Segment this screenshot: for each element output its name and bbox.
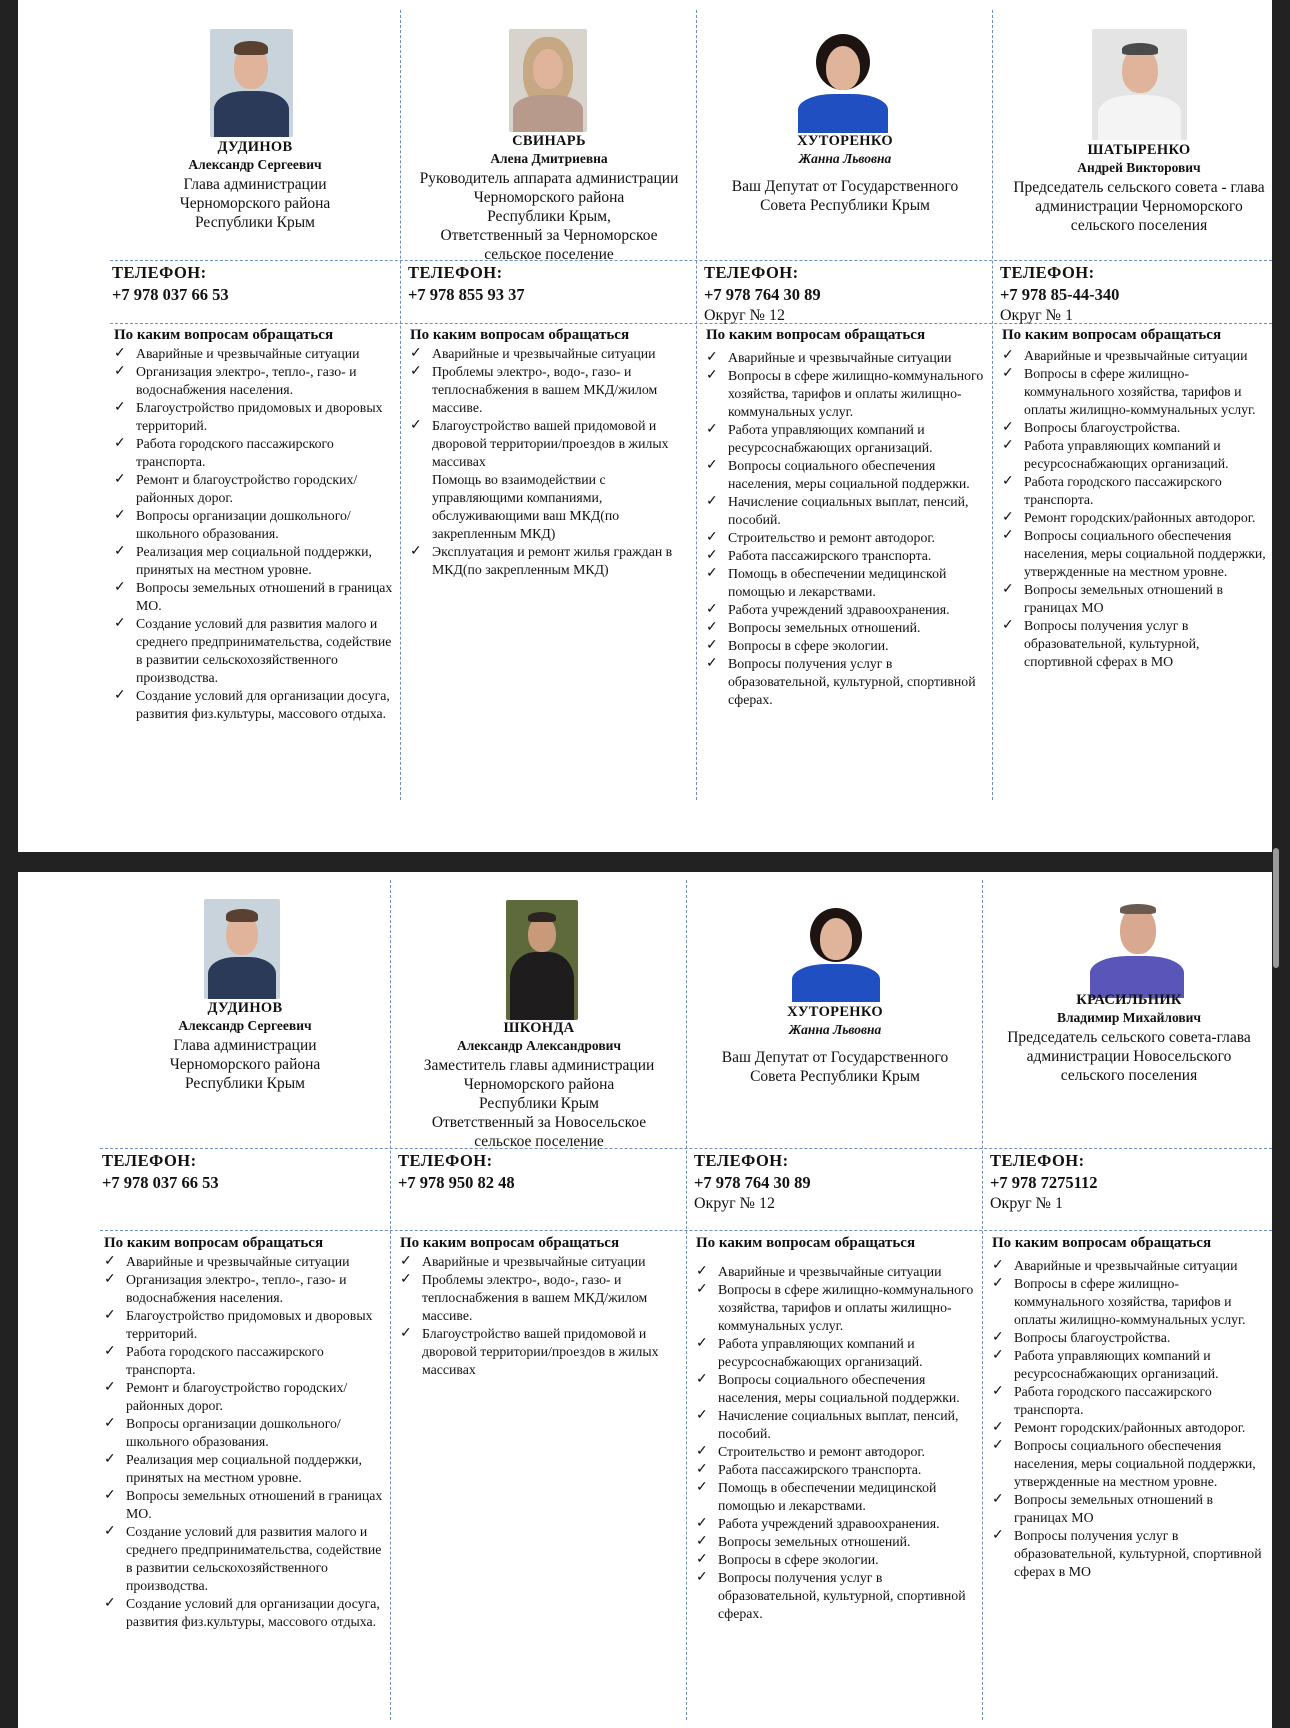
list-item: ✓ Благоустройство придомовых и дворовых территорий. bbox=[104, 1308, 373, 1341]
portrait-photo bbox=[204, 899, 280, 999]
person-role: Заместитель главы администрации Черноморского района Республики Крым Ответственный за Новосельское сельское поселение bbox=[423, 1057, 655, 1150]
check-icon: ✓ bbox=[1002, 366, 1014, 381]
phone-number[interactable]: +7 978 7275112 bbox=[990, 1173, 1098, 1192]
phone-label: ТЕЛЕФОН: bbox=[1000, 263, 1095, 282]
questions-block bbox=[114, 326, 398, 723]
questions-title: По каким вопросам обращаться bbox=[706, 327, 926, 343]
person-given-name: Владимир Михайлович bbox=[1056, 1010, 1202, 1025]
check-icon: ✓ bbox=[992, 1384, 1004, 1399]
check-icon: ✓ bbox=[706, 656, 718, 671]
check-icon: ✓ bbox=[104, 1254, 116, 1269]
person-surname: ХУТОРЕНКО bbox=[797, 133, 893, 149]
check-icon: ✓ bbox=[114, 688, 126, 703]
list-item: ✓ Работа управляющих компаний и ресурсоснабжающих организаций. bbox=[992, 1348, 1219, 1381]
questions-list bbox=[400, 1253, 682, 1379]
list-item: ✓ Начисление социальных выплат, пенсий, пособий. bbox=[706, 494, 969, 527]
questions-block bbox=[400, 1234, 682, 1379]
document-page-1 bbox=[18, 0, 1272, 852]
check-icon: ✓ bbox=[114, 616, 126, 631]
questions-list bbox=[104, 1253, 388, 1631]
list-item: ✓ Вопросы благоустройства. bbox=[992, 1330, 1171, 1345]
questions-list bbox=[1002, 347, 1268, 671]
list-item: ✓ Проблемы электро-, водо-, газо- и теплоснабжения в вашем МКД/жилом массиве. bbox=[410, 364, 658, 415]
list-item: ✓ Строительство и ремонт автодорог. bbox=[696, 1444, 925, 1459]
questions-title: По каким вопросам обращаться bbox=[114, 327, 334, 343]
questions-list bbox=[410, 543, 692, 579]
check-icon: ✓ bbox=[1002, 348, 1014, 363]
list-item: ✓ Вопросы благоустройства. bbox=[1002, 420, 1181, 435]
check-icon: ✓ bbox=[992, 1258, 1004, 1273]
person-role: Председатель сельского совета-глава администрации Новосельского сельского поселения bbox=[1007, 1029, 1251, 1084]
check-icon: ✓ bbox=[104, 1416, 116, 1431]
check-icon: ✓ bbox=[114, 400, 126, 415]
check-icon: ✓ bbox=[696, 1480, 708, 1495]
check-icon: ✓ bbox=[1002, 420, 1014, 435]
person-info bbox=[100, 1000, 390, 1093]
questions-block bbox=[104, 1234, 388, 1631]
list-item: ✓ Вопросы в сфере экологии. bbox=[706, 638, 889, 653]
check-icon: ✓ bbox=[114, 508, 126, 523]
check-icon: ✓ bbox=[992, 1438, 1004, 1453]
check-icon: ✓ bbox=[104, 1488, 116, 1503]
district-label: Округ № 12 bbox=[704, 307, 785, 324]
person-given-name: Жанна Львовна bbox=[798, 151, 892, 166]
check-icon: ✓ bbox=[400, 1254, 412, 1269]
list-item: ✓ Аварийные и чрезвычайные ситуации bbox=[114, 346, 360, 361]
list-item: ✓ Аварийные и чрезвычайные ситуации bbox=[696, 1264, 942, 1279]
list-item: ✓ Работа городского пассажирского транспорта. bbox=[992, 1384, 1212, 1417]
portrait-photo bbox=[794, 30, 892, 133]
phone-label: ТЕЛЕФОН: bbox=[112, 263, 207, 282]
list-item: ✓ Работа учреждений здравоохранения. bbox=[706, 602, 950, 617]
list-item: ✓ Вопросы в сфере экологии. bbox=[696, 1552, 879, 1567]
check-icon: ✓ bbox=[400, 1272, 412, 1287]
questions-list bbox=[696, 1263, 980, 1623]
check-icon: ✓ bbox=[104, 1272, 116, 1287]
check-icon: ✓ bbox=[992, 1276, 1004, 1291]
list-item: ✓ Строительство и ремонт автодорог. bbox=[706, 530, 935, 545]
check-icon: ✓ bbox=[696, 1336, 708, 1351]
phone-block bbox=[408, 262, 693, 306]
person-info bbox=[698, 133, 992, 215]
list-item: ✓ Аварийные и чрезвычайные ситуации bbox=[104, 1254, 350, 1269]
check-icon: ✓ bbox=[104, 1308, 116, 1323]
person-given-name: Александр Сергеевич bbox=[188, 157, 322, 172]
list-item: ✓ Вопросы получения услуг в образовательной, культурной, спортивной сферах в МО bbox=[992, 1528, 1262, 1579]
list-item: ✓ Вопросы в сфере жилищно-коммунального хозяйства, тарифов и оплаты жилищно-коммунальных услуг. bbox=[706, 368, 984, 419]
portrait-photo bbox=[1086, 890, 1188, 998]
list-item: ✓ Вопросы получения услуг в образовательной, культурной, спортивной сферах. bbox=[696, 1570, 966, 1621]
check-icon: ✓ bbox=[706, 602, 718, 617]
questions-list bbox=[992, 1257, 1268, 1581]
phone-label: ТЕЛЕФОН: bbox=[704, 263, 799, 282]
phone-block bbox=[990, 1150, 1270, 1214]
person-info bbox=[110, 139, 400, 232]
questions-list bbox=[706, 349, 990, 709]
person-info bbox=[392, 1020, 686, 1151]
list-item: ✓ Работа пассажирского транспорта. bbox=[696, 1462, 922, 1477]
list-item: ✓ Создание условий для организации досуга, развития физ.культуры, массового отдыха. bbox=[114, 688, 390, 721]
list-item: ✓ Помощь в обеспечении медицинской помощью и лекарствами. bbox=[696, 1480, 937, 1513]
list-item: ✓ Вопросы социального обеспечения населения, меры социальной поддержки. bbox=[706, 458, 970, 491]
phone-block bbox=[704, 262, 989, 326]
check-icon: ✓ bbox=[1002, 618, 1014, 633]
check-icon: ✓ bbox=[696, 1282, 708, 1297]
check-icon: ✓ bbox=[114, 364, 126, 379]
list-item: ✓ Проблемы электро-, водо-, газо- и теплоснабжения в вашем МКД/жилом массиве. bbox=[400, 1272, 648, 1323]
list-item: ✓ Аварийные и чрезвычайные ситуации bbox=[1002, 348, 1248, 363]
check-icon: ✓ bbox=[696, 1264, 708, 1279]
portrait-photo bbox=[1092, 29, 1187, 140]
portrait-photo bbox=[506, 900, 578, 1020]
check-icon: ✓ bbox=[706, 620, 718, 635]
check-icon: ✓ bbox=[706, 368, 718, 383]
person-surname: ХУТОРЕНКО bbox=[787, 1004, 883, 1020]
phone-label: ТЕЛЕФОН: bbox=[694, 1151, 789, 1170]
list-item: ✓ Эксплуатация и ремонт жилья граждан в МКД(по закрепленным МКД) bbox=[410, 544, 673, 577]
check-icon: ✓ bbox=[706, 566, 718, 581]
list-item: ✓ Работа пассажирского транспорта. bbox=[706, 548, 932, 563]
person-role: Ваш Депутат от Государственного Совета Республики Крым bbox=[721, 1049, 949, 1085]
person-info bbox=[688, 1004, 982, 1086]
list-item: ✓ Создание условий для организации досуга, развития физ.культуры, массового отдыха. bbox=[104, 1596, 380, 1629]
check-icon: ✓ bbox=[696, 1534, 708, 1549]
check-icon: ✓ bbox=[410, 544, 422, 559]
check-icon: ✓ bbox=[992, 1420, 1004, 1435]
check-icon: ✓ bbox=[400, 1326, 412, 1341]
person-surname: ДУДИНОВ bbox=[207, 1000, 283, 1016]
row-divider bbox=[100, 1148, 1272, 1149]
district-label: Округ № 12 bbox=[694, 1195, 775, 1212]
list-item: ✓ Аварийные и чрезвычайные ситуации bbox=[400, 1254, 646, 1269]
check-icon: ✓ bbox=[992, 1348, 1004, 1363]
phone-block bbox=[102, 1150, 387, 1194]
list-item: ✓ Благоустройство придомовых и дворовых территорий. bbox=[114, 400, 383, 433]
questions-list bbox=[114, 345, 398, 723]
questions-title: По каким вопросам обращаться bbox=[1002, 327, 1222, 343]
list-item: ✓ Реализация мер социальной поддержки, принятых на местном уровне. bbox=[104, 1452, 362, 1485]
person-role: Председатель сельского совета - глава администрации Черноморского сельского поселения bbox=[1013, 179, 1265, 234]
check-icon: ✓ bbox=[104, 1452, 116, 1467]
document-page-2 bbox=[18, 872, 1272, 1728]
list-item: ✓ Работа городского пассажирского транспорта. bbox=[1002, 474, 1222, 507]
check-icon: ✓ bbox=[706, 638, 718, 653]
list-item: ✓ Работа управляющих компаний и ресурсоснабжающих организаций. bbox=[696, 1336, 923, 1369]
check-icon: ✓ bbox=[1002, 474, 1014, 489]
scrollbar[interactable] bbox=[1273, 848, 1279, 968]
check-icon: ✓ bbox=[696, 1408, 708, 1423]
list-item: ✓ Ремонт городских/районных автодорог. bbox=[992, 1420, 1246, 1435]
list-item: ✓ Аварийные и чрезвычайные ситуации bbox=[992, 1258, 1238, 1273]
check-icon: ✓ bbox=[410, 364, 422, 379]
questions-title: По каким вопросам обращаться bbox=[410, 327, 630, 343]
check-icon: ✓ bbox=[696, 1462, 708, 1477]
check-icon: ✓ bbox=[706, 422, 718, 437]
list-item: ✓ Создание условий для развития малого и среднего предпринимательства, содействие в развитии сельскохозяйственного производства. bbox=[104, 1524, 382, 1593]
list-item: ✓ Аварийные и чрезвычайные ситуации bbox=[410, 346, 656, 361]
phone-number[interactable]: +7 978 85-44-340 bbox=[1000, 285, 1120, 304]
list-item: ✓ Создание условий для развития малого и среднего предпринимательства, содействие в развитии сельскохозяйственного производства. bbox=[114, 616, 392, 685]
list-item: ✓ Вопросы организации дошкольного/школьного образования. bbox=[114, 508, 351, 541]
person-surname: ШКОНДА bbox=[503, 1020, 575, 1036]
person-info bbox=[402, 133, 696, 264]
check-icon: ✓ bbox=[1002, 438, 1014, 453]
questions-title: По каким вопросам обращаться bbox=[696, 1235, 916, 1251]
list-item: ✓ Вопросы социального обеспечения населения, меры социальной поддержки, утвержденные на местном уровне. bbox=[992, 1438, 1256, 1489]
phone-number[interactable]: +7 978 950 82 48 bbox=[398, 1173, 515, 1192]
check-icon: ✓ bbox=[114, 346, 126, 361]
list-item: ✓ Вопросы получения услуг в образовательной, культурной, спортивной сферах в МО bbox=[1002, 618, 1200, 669]
phone-number[interactable]: +7 978 037 66 53 bbox=[102, 1173, 219, 1192]
phone-label: ТЕЛЕФОН: bbox=[398, 1151, 493, 1170]
check-icon: ✓ bbox=[1002, 528, 1014, 543]
phone-number[interactable]: +7 978 037 66 53 bbox=[112, 285, 229, 304]
check-icon: ✓ bbox=[410, 418, 422, 433]
portrait-photo bbox=[210, 29, 293, 137]
check-icon: ✓ bbox=[992, 1492, 1004, 1507]
phone-number[interactable]: +7 978 855 93 37 bbox=[408, 285, 525, 304]
questions-block bbox=[410, 326, 692, 579]
check-icon: ✓ bbox=[706, 494, 718, 509]
check-icon: ✓ bbox=[706, 350, 718, 365]
phone-label: ТЕЛЕФОН: bbox=[408, 263, 503, 282]
check-icon: ✓ bbox=[696, 1516, 708, 1531]
list-item: ✓ Вопросы в сфере жилищно-коммунального хозяйства, тарифов и оплаты жилищно-коммунальных услуг. bbox=[1002, 366, 1256, 417]
check-icon: ✓ bbox=[696, 1552, 708, 1567]
phone-block bbox=[112, 262, 397, 306]
person-info bbox=[994, 142, 1272, 235]
list-item: ✓ Ремонт и благоустройство городских/районных дорог. bbox=[114, 472, 358, 505]
person-given-name: Александр Сергеевич bbox=[178, 1018, 312, 1033]
person-role: Руководитель аппарата администрации Черноморского района Республики Крым, Ответственный за Черноморское сельское поселение bbox=[419, 170, 679, 263]
row-divider bbox=[100, 1230, 1272, 1231]
portrait-photo bbox=[788, 904, 884, 1002]
list-item: ✓ Благоустройство вашей придомовой и дворовой территории/проездов в жилых массивах bbox=[400, 1326, 659, 1377]
person-surname: ШАТЫРЕНКО bbox=[1087, 142, 1191, 158]
check-icon: ✓ bbox=[104, 1380, 116, 1395]
check-icon: ✓ bbox=[114, 436, 126, 451]
list-item: ✓ Вопросы земельных отношений в границах МО. bbox=[104, 1488, 383, 1521]
list-item: ✓ Вопросы земельных отношений. bbox=[706, 620, 921, 635]
questions-title: По каким вопросам обращаться bbox=[104, 1235, 324, 1251]
check-icon: ✓ bbox=[114, 544, 126, 559]
check-icon: ✓ bbox=[104, 1524, 116, 1539]
phone-label: ТЕЛЕФОН: bbox=[102, 1151, 197, 1170]
phone-number[interactable]: +7 978 764 30 89 bbox=[694, 1173, 811, 1192]
list-item: ✓ Вопросы земельных отношений. bbox=[696, 1534, 911, 1549]
list-item: ✓ Реализация мер социальной поддержки, принятых на местном уровне. bbox=[114, 544, 372, 577]
questions-block bbox=[706, 326, 990, 709]
questions-block bbox=[1002, 326, 1268, 671]
check-icon: ✓ bbox=[104, 1344, 116, 1359]
check-icon: ✓ bbox=[1002, 582, 1014, 597]
check-icon: ✓ bbox=[1002, 510, 1014, 525]
column-divider bbox=[400, 10, 401, 800]
person-given-name: Жанна Львовна bbox=[788, 1022, 882, 1037]
district-label: Округ № 1 bbox=[1000, 307, 1073, 324]
questions-block bbox=[992, 1234, 1268, 1581]
check-icon: ✓ bbox=[696, 1570, 708, 1585]
person-surname: КРАСИЛЬНИК bbox=[1076, 992, 1182, 1008]
list-item: ✓ Благоустройство вашей придомовой и дворовой территории/проездов в жилых массивах bbox=[410, 418, 669, 469]
list-item: ✓ Начисление социальных выплат, пенсий, пособий. bbox=[696, 1408, 959, 1441]
questions-note: Помощь во взаимодействии с управляющими компаниями, обслуживающими ваш МКД(по закрепленным МКД) bbox=[432, 472, 620, 541]
list-item: ✓ Организация электро-, тепло-, газо- и водоснабжения населения. bbox=[114, 364, 357, 397]
list-item: ✓ Вопросы организации дошкольного/школьного образования. bbox=[104, 1416, 341, 1449]
questions-title: По каким вопросам обращаться bbox=[400, 1235, 620, 1251]
district-label: Округ № 1 bbox=[990, 1195, 1063, 1212]
list-item: ✓ Работа городского пассажирского транспорта. bbox=[104, 1344, 324, 1377]
column-divider bbox=[390, 880, 391, 1720]
person-given-name: Алена Дмитриевна bbox=[490, 151, 608, 166]
phone-block bbox=[398, 1150, 683, 1194]
column-divider bbox=[992, 10, 993, 800]
portrait-photo bbox=[509, 29, 587, 132]
check-icon: ✓ bbox=[706, 530, 718, 545]
check-icon: ✓ bbox=[696, 1372, 708, 1387]
questions-title: По каким вопросам обращаться bbox=[992, 1235, 1212, 1251]
list-item: ✓ Работа управляющих компаний и ресурсоснабжающих организаций. bbox=[1002, 438, 1229, 471]
check-icon: ✓ bbox=[114, 472, 126, 487]
phone-label: ТЕЛЕФОН: bbox=[990, 1151, 1085, 1170]
list-item: ✓ Помощь в обеспечении медицинской помощью и лекарствами. bbox=[706, 566, 947, 599]
check-icon: ✓ bbox=[104, 1596, 116, 1611]
check-icon: ✓ bbox=[410, 346, 422, 361]
phone-block bbox=[1000, 262, 1270, 326]
list-item: ✓ Вопросы земельных отношений в границах МО bbox=[1002, 582, 1223, 615]
check-icon: ✓ bbox=[992, 1330, 1004, 1345]
column-divider bbox=[982, 880, 983, 1720]
column-divider bbox=[696, 10, 697, 800]
list-item: ✓ Ремонт городских/районных автодорог. bbox=[1002, 510, 1256, 525]
check-icon: ✓ bbox=[696, 1444, 708, 1459]
person-role: Ваш Депутат от Государственного Совета Республики Крым bbox=[731, 178, 959, 214]
person-surname: СВИНАРЬ bbox=[512, 133, 586, 149]
person-surname: ДУДИНОВ bbox=[217, 139, 293, 155]
column-divider bbox=[686, 880, 687, 1720]
check-icon: ✓ bbox=[114, 580, 126, 595]
check-icon: ✓ bbox=[992, 1528, 1004, 1543]
list-item: ✓ Вопросы земельных отношений в границах МО. bbox=[114, 580, 393, 613]
list-item: ✓ Вопросы в сфере жилищно-коммунального хозяйства, тарифов и оплаты жилищно-коммунальных услуг. bbox=[992, 1276, 1246, 1327]
list-item: ✓ Работа городского пассажирского транспорта. bbox=[114, 436, 334, 469]
person-given-name: Александр Александрович bbox=[456, 1038, 622, 1053]
list-item: ✓ Вопросы социального обеспечения населения, меры социальной поддержки, утвержденные на местном уровне. bbox=[1002, 528, 1266, 579]
phone-block bbox=[694, 1150, 979, 1214]
list-item: ✓ Аварийные и чрезвычайные ситуации bbox=[706, 350, 952, 365]
person-given-name: Андрей Викторович bbox=[1077, 160, 1201, 175]
questions-list bbox=[410, 345, 692, 471]
person-info bbox=[984, 992, 1272, 1085]
list-item: ✓ Организация электро-, тепло-, газо- и водоснабжения населения. bbox=[104, 1272, 347, 1305]
list-item: ✓ Вопросы социального обеспечения населения, меры социальной поддержки. bbox=[696, 1372, 960, 1405]
list-item: ✓ Вопросы получения услуг в образовательной, культурной, спортивной сферах. bbox=[706, 656, 976, 707]
list-item: ✓ Вопросы земельных отношений в границах МО bbox=[992, 1492, 1213, 1525]
person-role: Глава администрации Черноморского района Республики Крым bbox=[179, 176, 331, 231]
questions-block bbox=[696, 1234, 980, 1623]
list-item: ✓ Вопросы в сфере жилищно-коммунального хозяйства, тарифов и оплаты жилищно-коммунальных услуг. bbox=[696, 1282, 974, 1333]
list-item: ✓ Работа управляющих компаний и ресурсоснабжающих организаций. bbox=[706, 422, 933, 455]
person-role: Глава администрации Черноморского района Республики Крым bbox=[169, 1037, 321, 1092]
check-icon: ✓ bbox=[706, 548, 718, 563]
list-item: ✓ Ремонт и благоустройство городских/районных дорог. bbox=[104, 1380, 348, 1413]
check-icon: ✓ bbox=[706, 458, 718, 473]
list-item: ✓ Работа учреждений здравоохранения. bbox=[696, 1516, 940, 1531]
phone-number[interactable]: +7 978 764 30 89 bbox=[704, 285, 821, 304]
